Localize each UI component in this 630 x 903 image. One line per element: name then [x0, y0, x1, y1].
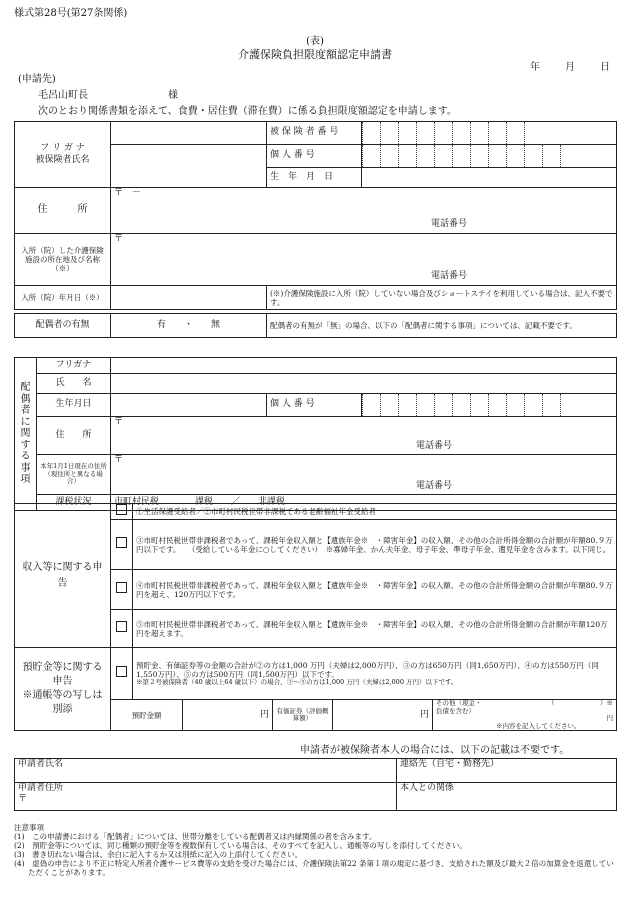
address-input[interactable]	[111, 188, 617, 234]
other-paren: （ ）※	[548, 699, 614, 708]
income-check-1[interactable]	[111, 504, 133, 520]
spouse-phone2-label: 電話番号	[416, 480, 453, 491]
insured-name-label: 被保険者氏名	[35, 154, 90, 165]
applicant-address-label: 申請者住所	[18, 783, 64, 793]
savings-note: ※第２号被保険者（40 歳以上64 歳以下）の場合、③～⑤の方は1,000 万円（夫婦は2,000 万円）以下です。	[136, 678, 458, 687]
spouse-prev-address-input[interactable]	[111, 455, 617, 495]
spouse-furigana-input[interactable]	[111, 358, 617, 374]
deposit-label: 預貯金額	[111, 700, 183, 731]
checkbox-icon[interactable]	[116, 621, 127, 632]
income-item-3: ④市町村民税世帯非課税者であって、課税年金収入額と【遺族年金※ ・障害年金】の収入額、その他の合計所得金額の合計額が年額80.９万円を超え、120万円以下です。	[133, 570, 617, 610]
income-check-4[interactable]	[111, 610, 133, 648]
spouse-name-label: 氏 名	[37, 374, 111, 394]
address-phone-label: 電話番号	[431, 218, 468, 229]
facility-input[interactable]	[111, 234, 617, 286]
front-label: (表)	[306, 36, 324, 47]
address-label: 住 所	[15, 188, 111, 234]
income-check-2[interactable]	[111, 520, 133, 570]
other-input[interactable]	[433, 700, 617, 731]
applicant-relation-label: 本人との関係	[400, 783, 455, 793]
spouse-postal: 〒	[114, 417, 124, 427]
spouse-address-label: 住 所	[37, 417, 111, 455]
spouse-furigana-label: フリガナ	[37, 358, 111, 374]
savings-text: 預貯金、有価証券等の金額の合計が②の方は1,000 万円（夫婦は2,000万円）、③の方は650万円（同1,650万円）、④の方は550万円（同1,550万円）、⑤の方は500万円（同1,500万円）以下です。	[136, 661, 599, 680]
applicant-form	[14, 758, 617, 811]
spouse-tax-value[interactable]: 市町村民税 課税 ／ 非課税	[111, 495, 617, 511]
deposit-input[interactable]	[183, 700, 273, 731]
spouse-birth-label: 生年月日	[37, 394, 111, 417]
income-check-3[interactable]	[111, 570, 133, 610]
other-yen: 円	[606, 714, 614, 723]
securities-label: 有価証券（評価概算額）	[273, 700, 333, 731]
checkbox-icon[interactable]	[116, 582, 127, 593]
note-3: (3) 書き切れない場合は、余白に記入するか又は別紙に記入の上添付してください。	[14, 850, 303, 859]
birth-input[interactable]	[362, 168, 617, 188]
admission-note: (※)介護保険施設に入所（院）していない場合及びショートステイを利用している場合は、記入不要です。	[267, 286, 617, 310]
insured-number-label: 被 保 険 者 番 号	[267, 122, 362, 145]
admission-label: 入所（院）年月日（※）	[15, 286, 111, 310]
intro-text: 次のとおり関係書類を添えて、食費・居住費（滞在費）に係る負担限度額認定を申請します。	[38, 106, 457, 117]
insured-label-cell	[15, 122, 111, 188]
personal-number-label: 個 人 番 号	[267, 145, 362, 168]
savings-text-cell	[133, 648, 617, 700]
facility-postal: 〒	[114, 234, 124, 244]
applicant-contact-label: 連絡先（自宅・勤務先）	[400, 759, 500, 769]
income-label: 収入等に関する申告	[15, 504, 111, 648]
insured-name-input[interactable]	[111, 145, 267, 188]
applicant-address-cell[interactable]	[15, 783, 397, 811]
notes-section	[14, 823, 614, 877]
spouse-exist-label: 配偶者の有無	[15, 314, 111, 338]
income-item-1: ①生活保護受給者／②市町村民税世帯非課税である老齢福祉年金受給者	[133, 504, 617, 520]
spouse-tax-label: 課税状況	[37, 495, 111, 511]
spouse-exist-note: 配偶者の有無が「無」の場合、以下の「配偶者に関する事項」については、記載不要です。	[267, 314, 617, 338]
main-form	[14, 121, 617, 338]
securities-input[interactable]	[333, 700, 433, 731]
checkbox-icon[interactable]	[116, 504, 127, 515]
applicant-postal: 〒	[18, 794, 28, 805]
income-item-4: ⑤市町村民税世帯非課税者であって、課税年金収入額と【遺族年金※ ・障害年金】の収入額、その他の合計所得金額の合計額が年額120万円を超えます。	[133, 610, 617, 648]
spouse-exist-options[interactable]: 有 ・ 無	[111, 314, 267, 338]
furigana-label: フ リ ガ ナ	[40, 143, 85, 154]
checkbox-icon[interactable]	[116, 537, 127, 548]
income-form	[14, 503, 617, 731]
applicant-relation-cell[interactable]	[397, 783, 617, 811]
savings-check[interactable]	[111, 648, 133, 700]
applicant-name-cell[interactable]	[15, 759, 397, 783]
addressee-label: (申請先)	[18, 74, 56, 85]
spouse-birth-input[interactable]	[111, 394, 267, 417]
page-title: 介護保険負担限度額認定申請書	[238, 48, 392, 61]
checkbox-icon[interactable]	[116, 666, 127, 677]
mayor: 毛呂山町長	[38, 90, 88, 101]
savings-label-note: ※通帳等の写しは別添	[22, 690, 103, 716]
date-year: 年	[530, 62, 540, 73]
address-postal: 〒 －	[114, 188, 142, 198]
note-2: (2) 預貯金等については、同じ種類の預貯金等を複数保有している場合は、そのすべてを記入し、通帳等の写しを添付してください。	[14, 841, 467, 850]
savings-label-cell	[15, 648, 111, 731]
facility-phone-label: 電話番号	[431, 270, 468, 281]
admission-input[interactable]	[111, 286, 267, 310]
applicant-note: 申請者が被保険者本人の場合には、以下の記載は不要です。	[300, 745, 570, 756]
insured-number-input[interactable]	[362, 122, 617, 145]
savings-label: 預貯金等に関する申告	[22, 662, 103, 688]
spouse-personal-number-label: 個 人 番 号	[267, 394, 362, 417]
form-number: 様式第28号(第27条関係)	[14, 8, 128, 19]
spouse-postal2: 〒	[114, 455, 124, 465]
furigana-input[interactable]	[111, 122, 267, 145]
date-month: 月	[565, 62, 575, 73]
facility-label: 入所（院）した介護保険施設の所在地及び名称（※）	[15, 234, 111, 286]
note-4: (4) 虚偽の申告により不正に特定入所者介護サービス費等の支給を受けた場合には、介護保険法第22 条第１項の規定に基づき、支給された額及び最大２倍の加算金を返還していただくことがあります。	[14, 859, 614, 877]
spouse-address-input[interactable]	[111, 417, 617, 455]
spouse-form	[14, 357, 617, 511]
applicant-contact-cell[interactable]	[397, 759, 617, 783]
note-1: (1) この申請書における「配偶者」については、世帯分離をしている配偶者又は内縁関係の者を含みます。	[14, 832, 377, 841]
birth-label: 生 年 月 日	[267, 168, 362, 188]
spouse-personal-number-input[interactable]	[362, 394, 617, 417]
other-note: ※内容を記入してください。	[496, 721, 581, 730]
spouse-name-input[interactable]	[111, 374, 617, 394]
personal-number-input[interactable]	[362, 145, 617, 168]
date-day: 日	[600, 62, 610, 73]
sama: 様	[168, 90, 178, 101]
income-item-2: ③市町村民税世帯非課税者であって、課税年金収入額と【遺族年金※ ・障害年金】の収入額、その他の合計所得金額の合計額が年額80.９万円以下です。 （受給している年金に○してください） ※寡婦年金、かん夫年金、母子年金、準母子年金、遺児年金を含みます。以下同じ。	[133, 520, 617, 570]
securities-yen: 円	[419, 709, 429, 720]
spouse-prev-address-label: 本年1月1日現在の住所（現住所と異なる場合）	[37, 455, 111, 495]
deposit-yen: 円	[259, 709, 269, 720]
other-label: その他（現金・負債を含む）	[436, 699, 482, 715]
notes-title: 注意事項	[14, 823, 44, 832]
spouse-side-label: 配偶者に関する事項	[15, 358, 37, 511]
applicant-name-label: 申請者氏名	[18, 759, 64, 769]
spouse-phone-label: 電話番号	[416, 440, 453, 451]
